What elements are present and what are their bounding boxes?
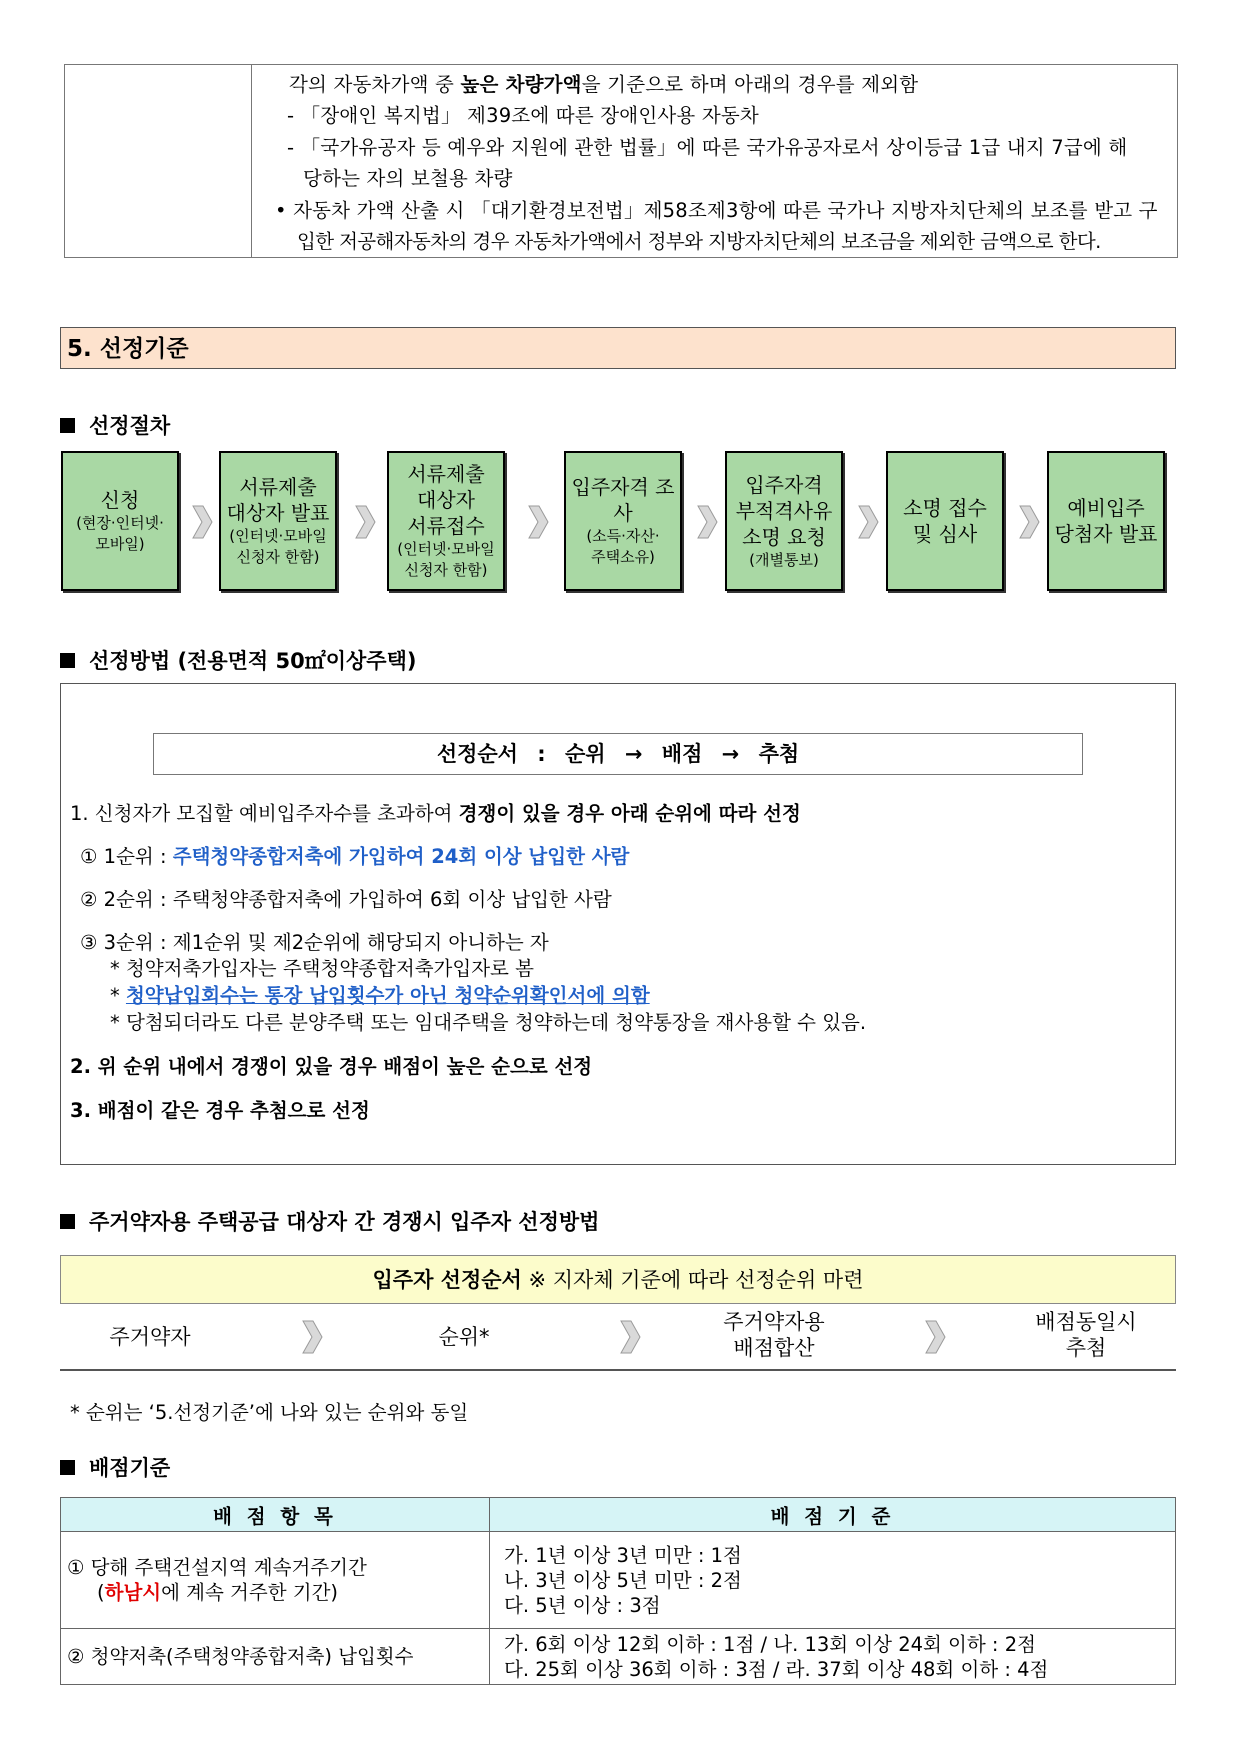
score-item (61, 1532, 490, 1629)
score-table (60, 1497, 1176, 1685)
arrow-right-icon (301, 1320, 323, 1354)
table-line: 당하는 자의 보철용 차량 (303, 167, 513, 190)
score-item: ② 청약저축(주택청약종합저축) 납입횟수 (61, 1629, 490, 1685)
procedure-step (725, 451, 843, 591)
step-label: 당첨자 발표 (1054, 522, 1158, 546)
arrow-right-icon (1018, 505, 1040, 539)
square-bullet-icon (60, 418, 75, 433)
table-line: • 자동차 가액 산출 시 「대기환경보전법」제58조제3항에 따른 국가나 지방자치단체의 보조를 받고 구 (275, 199, 1158, 222)
method-item-2: 2. 위 순위 내에서 경쟁이 있을 경우 배점이 높은 순으로 선정 (70, 1055, 593, 1078)
arrow-right-icon (619, 1320, 641, 1354)
column-header: 배 점 항 목 (61, 1498, 490, 1532)
method-item-1: 1. 신청자가 모집할 예비입주자수를 초과하여 경쟁이 있을 경우 아래 순위에 따라 선정 (70, 802, 801, 825)
criteria-line: 가. 6회 이상 12회 이하 : 1점 / 나. 13회 이상 24회 이하 : 2점 (504, 1632, 1036, 1656)
table-left-column (65, 65, 252, 257)
step-label: 예비입주 (1067, 496, 1145, 520)
table-line: - 「국가유공자 등 예우와 지원에 관한 법률」에 따른 국가유공자로서 상이등급 1급 내지 7급에 해 (287, 136, 1128, 159)
procedure-step (564, 451, 682, 591)
step-note: 모바일) (95, 535, 145, 553)
step-label: 서류접수 (407, 514, 485, 538)
criteria-line: 나. 3년 이상 5년 미만 : 2점 (504, 1568, 742, 1592)
step-label: 부적격사유 (735, 498, 833, 523)
rank-note: * 청약저축가입자는 주택청약종합저축가입자로 봄 (110, 957, 534, 980)
step-note: (현장·인터넷· (76, 514, 164, 532)
flow-step (976, 1309, 1196, 1361)
arrow-right-icon (191, 505, 213, 539)
rank-note: * 당첨되더라도 다른 분양주택 또는 임대주택을 청약하는데 청약통장을 재사용할 수 있음. (110, 1011, 867, 1034)
column-header: 배 점 기 준 (490, 1498, 1176, 1532)
rank-2: ② 2순위 : 주택청약종합저축에 가입하여 6회 이상 납입한 사람 (80, 888, 612, 911)
step-label: 서류제출 (239, 475, 317, 499)
table-line: - 「장애인 복지법」 제39조에 따른 장애인사용 자동차 (287, 104, 759, 127)
score-item-text: ① 당해 주택건설지역 계속거주기간 (67, 1556, 367, 1579)
rank-note: * 청약납입회수는 통장 납입횟수가 아닌 청약순위확인서에 의함 (110, 984, 650, 1007)
flow-step (664, 1309, 884, 1361)
square-bullet-icon (60, 1214, 75, 1229)
square-bullet-icon (60, 653, 75, 668)
step-label: 소명 요청 (742, 524, 826, 549)
score-criteria (490, 1629, 1176, 1685)
step-note: (인터넷·모바일 (397, 540, 495, 558)
eligibility-table (64, 64, 1178, 258)
table-line: 입한 저공해자동차의 경우 자동차가액에서 정부와 지방자치단체의 보조금을 제외한 금액으로 한다. (297, 230, 1101, 253)
step-label: 대상자 발표 (226, 501, 330, 525)
resident-footnote: * 순위는 ‘5.선정기준’에 나와 있는 순위와 동일 (70, 1401, 469, 1424)
arrow-right-icon (527, 505, 549, 539)
flow-step-label: 주거약자용 (723, 1310, 825, 1334)
resident-flow (60, 1303, 1176, 1371)
flow-step-label: 배점합산 (733, 1336, 815, 1360)
procedure-heading: 선정절차 (60, 410, 170, 440)
score-heading: 배점기준 (60, 1452, 170, 1482)
procedure-step (61, 451, 179, 591)
flow-step (354, 1324, 574, 1350)
score-criteria (490, 1532, 1176, 1629)
arrow-right-icon (354, 505, 376, 539)
resident-order-header: 입주자 선정순서 ※ 지자체 기준에 따라 선정순위 마련 (60, 1255, 1176, 1303)
rank-3: ③ 3순위 : 제1순위 및 제2순위에 해당되지 아니하는 자 (80, 931, 549, 954)
step-note: 주택소유) (591, 548, 655, 566)
selection-order: 선정순서 : 순위 → 배점 → 추첨 (153, 733, 1083, 775)
table-header-row (61, 1498, 1176, 1532)
procedure-step (219, 451, 337, 591)
step-label: 및 심사 (912, 522, 978, 546)
step-note: 신청자 한함) (236, 548, 320, 566)
arrow-right-icon (857, 505, 879, 539)
section-title: 5. 선정기준 (60, 327, 1176, 369)
arrow-right-icon (696, 505, 718, 539)
rank-1: ① 1순위 : 주택청약종합저축에 가입하여 24회 이상 납입한 사람 (80, 845, 630, 868)
flow-step (40, 1324, 260, 1350)
procedure-step (387, 451, 505, 591)
step-label: 입주자격 조사 (571, 475, 675, 525)
flow-step-label: 추첨 (1065, 1336, 1107, 1360)
resident-heading: 주거약자용 주택공급 대상자 간 경쟁시 입주자 선정방법 (60, 1206, 599, 1236)
criteria-line: 가. 1년 이상 3년 미만 : 1점 (504, 1543, 742, 1567)
flow-step-label: 순위* (438, 1325, 490, 1349)
procedure-step (1047, 451, 1165, 591)
table-row (61, 1629, 1176, 1685)
step-label: 소명 접수 (903, 496, 987, 520)
procedure-step (886, 451, 1004, 591)
step-note: (개별통보) (749, 550, 819, 569)
arrow-right-icon (924, 1320, 946, 1354)
flow-step-label: 주거약자 (109, 1325, 191, 1349)
step-label: 대상자 (417, 488, 475, 512)
table-line: 각의 자동차가액 중 높은 차량가액을 기준으로 하며 아래의 경우를 제외함 (289, 73, 919, 96)
criteria-line: 다. 25회 이상 36회 이하 : 3점 / 라. 37회 이상 48회 이하 : 4점 (504, 1657, 1049, 1681)
step-label: 신청 (100, 488, 140, 512)
criteria-line: 다. 5년 이상 : 3점 (504, 1593, 661, 1617)
table-row (61, 1532, 1176, 1629)
flow-step-label: 배점동일시 (1035, 1310, 1137, 1334)
score-item-text: (하남시에 계속 거주한 기간) (97, 1581, 339, 1604)
step-label: 입주자격 (745, 472, 823, 497)
step-label: 서류제출 (407, 462, 485, 486)
method-heading: 선정방법 (전용면적 50㎡이상주택) (60, 645, 416, 675)
method-item-3: 3. 배점이 같은 경우 추첨으로 선정 (70, 1099, 370, 1122)
step-note: 신청자 한함) (404, 561, 488, 579)
square-bullet-icon (60, 1460, 75, 1475)
step-note: (소득·자산· (586, 527, 660, 545)
step-note: (인터넷·모바일 (229, 527, 327, 545)
